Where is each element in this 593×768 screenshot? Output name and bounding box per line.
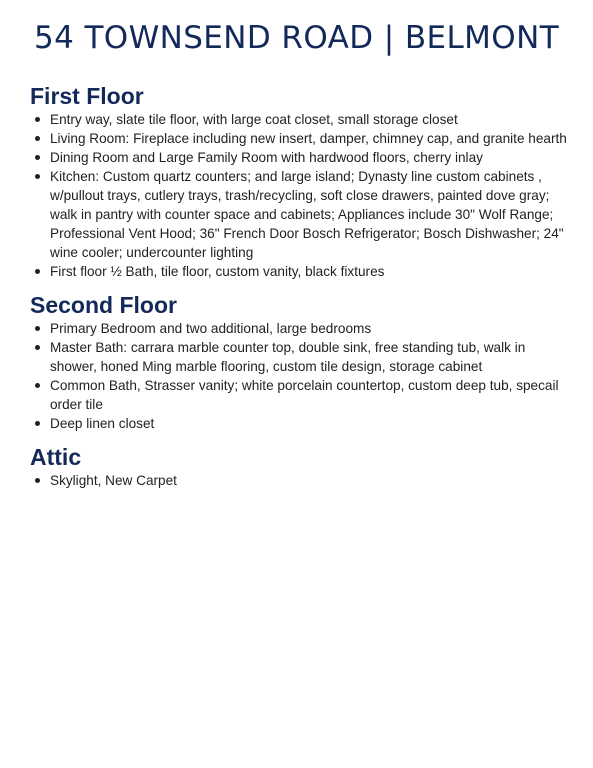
bullet-icon xyxy=(35,136,40,141)
document-content xyxy=(30,82,570,490)
list-item-text: First floor ½ Bath, tile floor, custom vanity, black fixtures xyxy=(50,264,385,279)
list-item xyxy=(30,376,570,414)
bullet-icon xyxy=(35,478,40,483)
bullet-icon xyxy=(35,326,40,331)
bullet-icon xyxy=(35,174,40,179)
section-attic xyxy=(30,443,570,490)
bullet-icon xyxy=(35,155,40,160)
list-item-text: Living Room: Fireplace including new insert, damper, chimney cap, and granite hearth xyxy=(50,131,567,146)
section-second-floor xyxy=(30,291,570,433)
section-first-floor xyxy=(30,82,570,281)
list-item xyxy=(30,148,570,167)
bullet-icon xyxy=(35,345,40,350)
list-item-text: Master Bath: carrara marble counter top, double sink, free standing tub, walk in shower, honed Ming marble flooring, custom tile design, storage cabinet xyxy=(50,340,526,374)
bullet-icon xyxy=(35,117,40,122)
item-list xyxy=(30,319,570,433)
list-item-text: Skylight, New Carpet xyxy=(50,473,177,488)
list-item-text: Common Bath, Strasser vanity; white porcelain countertop, custom deep tub, specail order tile xyxy=(50,378,559,412)
item-list xyxy=(30,471,570,490)
list-item xyxy=(30,262,570,281)
bullet-icon xyxy=(35,269,40,274)
section-heading: Second Floor xyxy=(30,292,177,318)
list-item-text: Deep linen closet xyxy=(50,416,155,431)
item-list xyxy=(30,110,570,281)
list-item xyxy=(30,414,570,433)
list-item-text: Kitchen: Custom quartz counters; and large island; Dynasty line custom cabinets , w/pullout trays, cutlery trays, trash/recycling, soft close drawers, painted dove gray; walk in pantry with counter space and cabinets; Appliances include 30" Wolf Range; Professional Vent Hood; 36" French Door Bosch Refrigerator; Bosch Dishwasher; 24" wine cooler; undercounter lighting xyxy=(50,169,564,260)
list-item-text: Entry way, slate tile floor, with large coat closet, small storage closet xyxy=(50,112,458,127)
section-heading: Attic xyxy=(30,444,82,470)
list-item xyxy=(30,471,570,490)
bullet-icon xyxy=(35,383,40,388)
list-item xyxy=(30,319,570,338)
section-heading: First Floor xyxy=(30,83,144,109)
page-title: 54 TOWNSEND ROAD | BELMONT xyxy=(33,20,560,56)
list-item xyxy=(30,129,570,148)
list-item xyxy=(30,167,570,262)
list-item xyxy=(30,338,570,376)
list-item xyxy=(30,110,570,129)
bullet-icon xyxy=(35,421,40,426)
list-item-text: Primary Bedroom and two additional, large bedrooms xyxy=(50,321,372,336)
list-item-text: Dining Room and Large Family Room with hardwood floors, cherry inlay xyxy=(50,150,483,165)
